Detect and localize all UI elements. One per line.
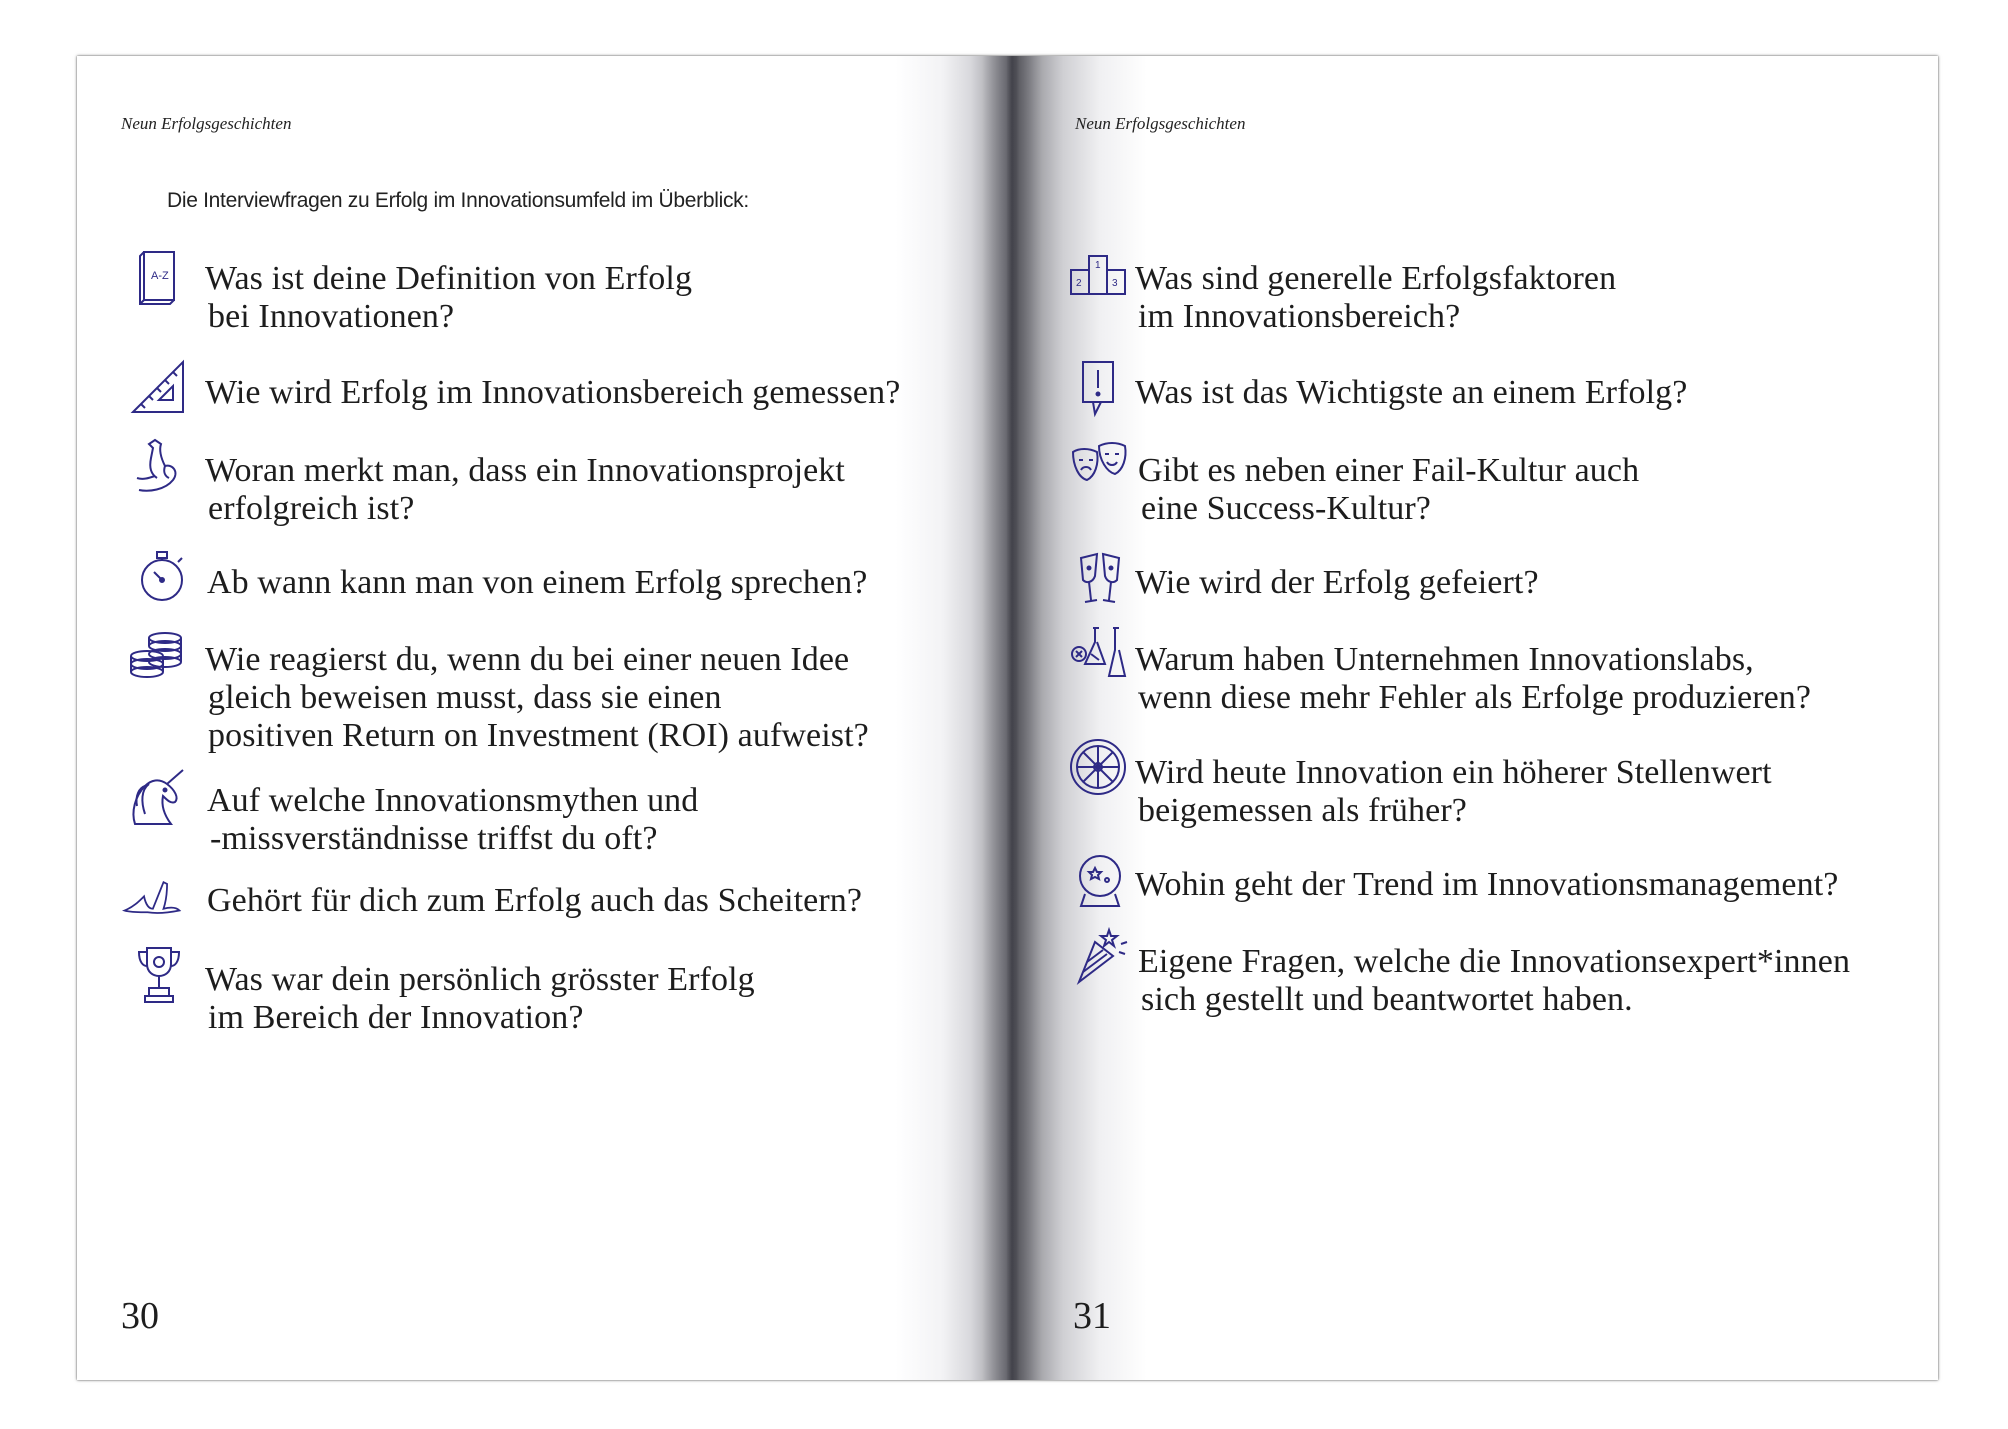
question-16-line-1: Eigene Fragen, welche die Innovationsexpert*innen	[1138, 943, 1851, 980]
question-2	[205, 374, 900, 412]
question-1	[205, 260, 692, 336]
svg-text:A-Z: A-Z	[151, 270, 169, 282]
svg-text:2: 2	[1076, 278, 1082, 289]
theater-masks-icon	[1069, 438, 1131, 500]
page-number: 31	[1073, 1295, 1111, 1337]
question-5-line-2: gleich beweisen musst, dass sie einen	[208, 679, 722, 716]
trophy-icon	[129, 944, 191, 1006]
question-14-line-1: Wird heute Innovation ein höherer Stellenwert	[1135, 754, 1772, 791]
wheel-icon	[1067, 736, 1129, 798]
question-7	[207, 882, 862, 920]
question-2-line-1: Wie wird Erfolg im Innovationsbereich gemessen?	[205, 374, 901, 411]
champagne-glasses-icon	[1069, 546, 1131, 608]
question-10	[1135, 374, 1687, 412]
exclamation-bubble-icon	[1067, 358, 1129, 420]
question-4-line-1: Ab wann kann man von einem Erfolg sprechen?	[207, 564, 868, 601]
question-3	[205, 452, 845, 528]
book-spread	[77, 56, 1938, 1380]
question-6-line-1: Auf welche Innovationsmythen und	[207, 782, 699, 819]
party-popper-icon	[1069, 924, 1131, 986]
svg-text:3: 3	[1112, 278, 1118, 289]
question-12-line-1: Wie wird der Erfolg gefeiert?	[1135, 564, 1539, 601]
question-1-line-2: bei Innovationen?	[208, 298, 455, 335]
page-number: 30	[121, 1295, 159, 1337]
question-11-line-2: eine Success-Kultur?	[1141, 490, 1431, 527]
question-15	[1135, 866, 1838, 904]
book-az-icon	[132, 246, 194, 308]
question-3-line-2: erfolgreich ist?	[208, 490, 415, 527]
svg-text:1: 1	[1095, 260, 1101, 271]
right-page	[1007, 56, 1938, 1380]
unicorn-icon	[127, 766, 189, 828]
question-16	[1138, 943, 1850, 1019]
question-9	[1135, 260, 1616, 336]
question-13-line-1: Warum haben Unternehmen Innovationslabs,	[1135, 641, 1754, 678]
question-8-line-1: Was war dein persönlich grösster Erfolg	[205, 961, 755, 998]
question-7-line-1: Gehört für dich zum Erfolg auch das Scheitern?	[207, 882, 863, 919]
question-5-line-1: Wie reagierst du, wenn du bei einer neuen Idee	[205, 641, 850, 678]
lab-flasks-icon	[1069, 624, 1131, 686]
question-1-line-1: Was ist deine Definition von Erfolg	[205, 260, 693, 297]
question-5	[205, 641, 869, 755]
question-11-line-1: Gibt es neben einer Fail-Kultur auch	[1138, 452, 1640, 489]
set-square-icon	[129, 356, 191, 418]
question-9-line-1: Was sind generelle Erfolgsfaktoren	[1135, 260, 1617, 297]
question-14-line-2: beigemessen als früher?	[1138, 792, 1467, 829]
question-9-line-2: im Innovationsbereich?	[1138, 298, 1461, 335]
question-8-line-2: im Bereich der Innovation?	[208, 999, 584, 1036]
question-16-line-2: sich gestellt und beantwortet haben.	[1141, 981, 1633, 1018]
question-13	[1135, 641, 1811, 717]
banana-peel-icon	[121, 868, 183, 930]
podium-icon	[1067, 248, 1129, 310]
question-12	[1135, 564, 1539, 602]
intro-text: Die Interviewfragen zu Erfolg im Innovationsumfeld im Überblick:	[167, 189, 749, 212]
question-4	[207, 564, 867, 602]
question-6	[207, 782, 698, 858]
stopwatch-icon	[132, 546, 194, 608]
flexed-bicep-icon	[129, 434, 191, 496]
question-3-line-1: Woran merkt man, dass ein Innovationsprojekt	[205, 452, 845, 489]
coin-stacks-icon	[125, 628, 187, 690]
left-page	[77, 56, 1007, 1380]
question-14	[1135, 754, 1772, 830]
question-11	[1138, 452, 1639, 528]
running-head: Neun Erfolgsgeschichten	[1075, 114, 1246, 133]
question-15-line-1: Wohin geht der Trend im Innovationsmanagement?	[1135, 866, 1839, 903]
question-5-line-3: positiven Return on Investment (ROI) aufweist?	[208, 717, 869, 754]
question-8	[205, 961, 755, 1037]
question-6-line-2: -missverständnisse triffst du oft?	[210, 820, 658, 857]
crystal-ball-icon	[1069, 850, 1131, 912]
question-13-line-2: wenn diese mehr Fehler als Erfolge produzieren?	[1138, 679, 1812, 716]
question-10-line-1: Was ist das Wichtigste an einem Erfolg?	[1135, 374, 1688, 411]
running-head: Neun Erfolgsgeschichten	[121, 114, 292, 133]
